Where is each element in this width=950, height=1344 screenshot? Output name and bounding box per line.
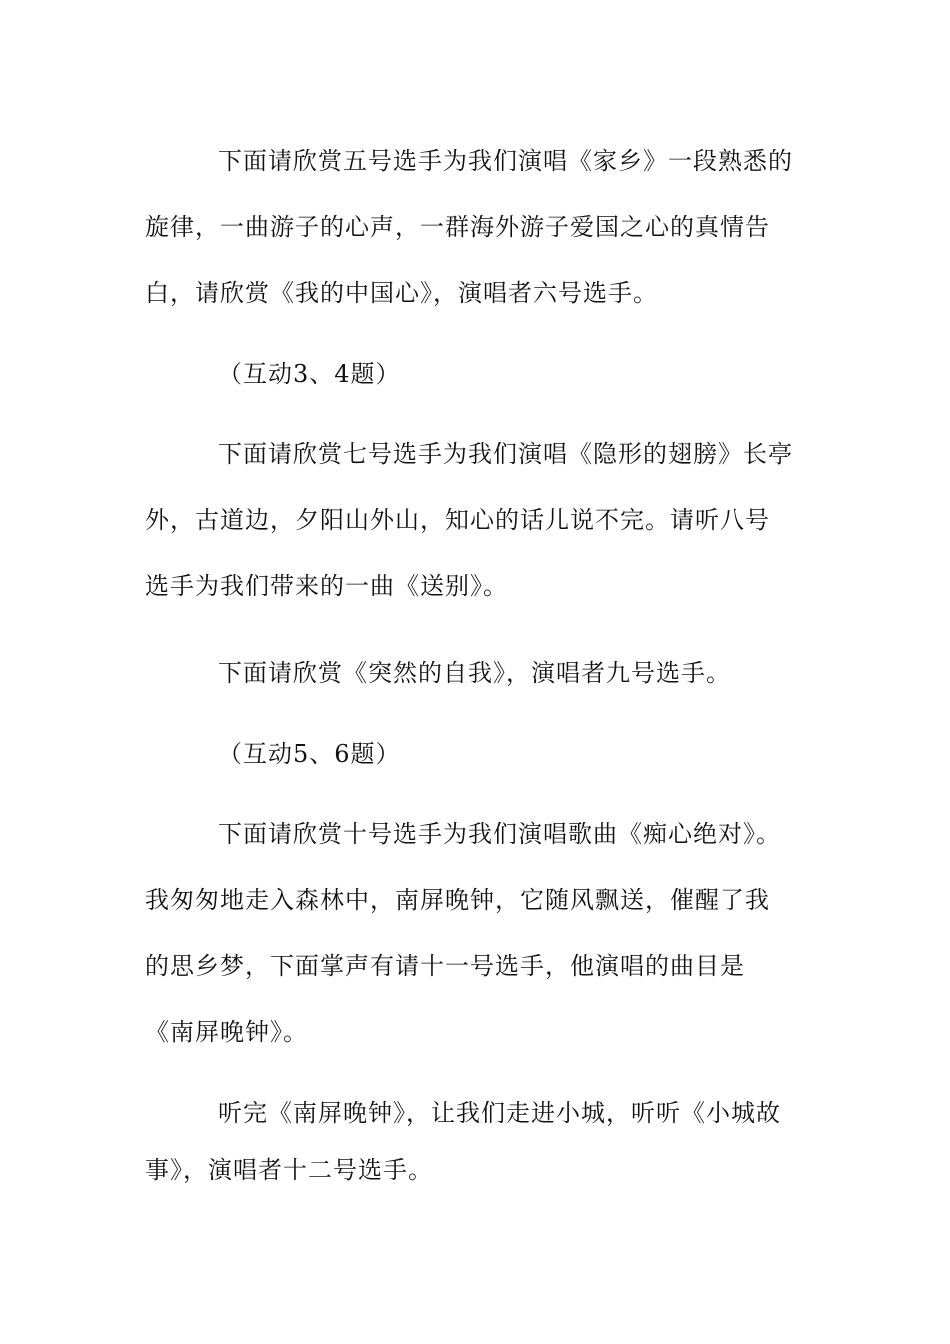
paragraph-4-line-1: 下面请欣赏十号选手为我们演唱歌曲《痴心绝对》。 bbox=[218, 820, 781, 848]
paragraph-2-line-1: 下面请欣赏七号选手为我们演唱《隐形的翅膀》长亭 bbox=[218, 440, 793, 468]
paragraph-4-line-3: 的思乡梦，下面掌声有请十一号选手，他演唱的曲目是 bbox=[145, 952, 745, 980]
paragraph-2-line-3: 选手为我们带来的一曲《送别》。 bbox=[145, 572, 508, 600]
interaction-note-1: （互动3、4题） bbox=[218, 360, 401, 388]
paragraph-3-line-1: 下面请欣赏《突然的自我》，演唱者九号选手。 bbox=[218, 659, 731, 687]
paragraph-2-line-2: 外，古道边，夕阳山外山，知心的话儿说不完。请听八号 bbox=[145, 506, 770, 534]
paragraph-4-line-2: 我匆匆地走入森林中，南屏晚钟，它随风飘送，催醒了我 bbox=[145, 886, 770, 914]
paragraph-1-line-3: 白，请欣赏《我的中国心》，演唱者六号选手。 bbox=[145, 279, 658, 307]
paragraph-4-line-4: 《南屏晚钟》。 bbox=[145, 1018, 308, 1046]
paragraph-5-line-1: 听完《南屏晚钟》，让我们走进小城，听听《小城故 bbox=[218, 1099, 781, 1127]
paragraph-1-line-2: 旋律，一曲游子的心声，一群海外游子爱国之心的真情告 bbox=[145, 213, 770, 241]
paragraph-5-line-2: 事》，演唱者十二号选手。 bbox=[145, 1156, 433, 1184]
paragraph-1-line-1: 下面请欣赏五号选手为我们演唱《家乡》一段熟悉的 bbox=[218, 147, 793, 175]
interaction-note-2: （互动5、6题） bbox=[218, 740, 401, 768]
